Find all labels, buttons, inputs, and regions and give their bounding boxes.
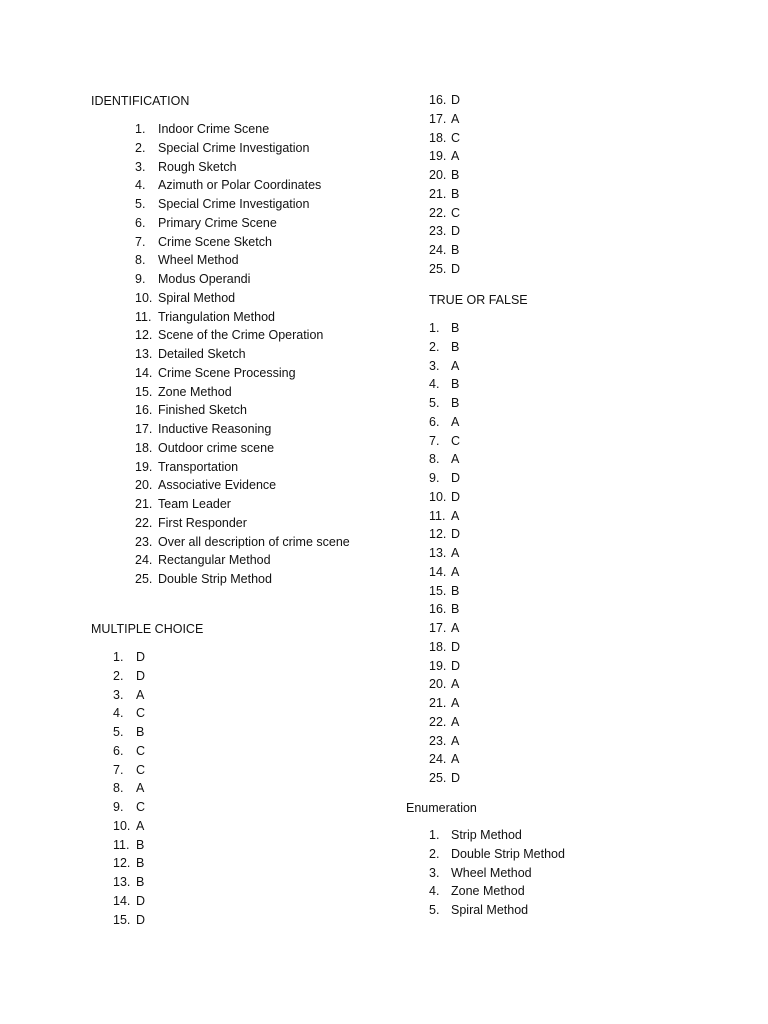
identification-item [135, 476, 375, 495]
item-answer: Double Strip Method [451, 846, 565, 861]
item-number: 15. [135, 384, 153, 399]
identification-item [135, 158, 375, 177]
true-or-false-item [429, 600, 489, 619]
item-answer: D [451, 527, 461, 542]
item-number: 9. [113, 800, 124, 814]
item-answer: D [136, 912, 146, 927]
item-answer: Inductive Reasoning [158, 422, 272, 436]
item-number: 21. [429, 186, 447, 201]
item-answer: A [451, 752, 460, 767]
identification-list [135, 120, 375, 589]
true-or-false-item [429, 675, 489, 694]
item-number: 5. [135, 197, 146, 211]
item-number: 2. [113, 668, 124, 683]
item-number: 7. [113, 762, 124, 777]
item-number: 24. [135, 553, 153, 568]
item-answer: C [136, 762, 146, 777]
multiple-choice-item [429, 260, 489, 279]
enumeration-item [429, 826, 629, 845]
item-number: 7. [429, 433, 440, 448]
true-or-false-item [429, 469, 489, 488]
identification-item [135, 570, 375, 589]
item-answer: Team Leader [158, 497, 231, 511]
item-answer: Rough Sketch [158, 159, 237, 174]
item-number: 3. [429, 358, 440, 373]
item-answer: B [136, 725, 145, 739]
item-number: 1. [113, 650, 124, 664]
item-number: 17. [135, 422, 153, 436]
item-answer: B [451, 186, 460, 201]
item-number: 5. [113, 725, 124, 739]
item-answer: Outdoor crime scene [158, 440, 275, 455]
multiple-choice-item [429, 91, 489, 110]
item-number: 19. [429, 149, 447, 164]
true-or-false-item [429, 657, 489, 676]
item-answer: D [136, 650, 146, 664]
item-number: 18. [429, 639, 447, 654]
true-or-false-item [429, 732, 489, 751]
multiple-choice-item [113, 667, 173, 686]
true-or-false-heading: TRUE OR FALSE [429, 293, 528, 307]
item-answer: D [451, 771, 461, 785]
true-or-false-item [429, 713, 489, 732]
identification-item [135, 364, 375, 383]
item-number: 12. [113, 856, 131, 871]
item-answer: Strip Method [451, 828, 522, 842]
item-number: 21. [429, 696, 447, 710]
multiple-choice-item [429, 110, 489, 129]
multiple-choice-item [113, 704, 173, 723]
item-number: 1. [429, 828, 440, 842]
item-number: 17. [429, 621, 447, 635]
item-answer: B [451, 583, 460, 598]
item-number: 24. [429, 752, 447, 767]
multiple-choice-item [113, 779, 173, 798]
item-answer: C [136, 743, 146, 758]
identification-item [135, 120, 375, 139]
item-answer: D [136, 668, 146, 683]
item-answer: Over all description of crime scene [158, 534, 350, 549]
item-number: 22. [429, 205, 447, 220]
item-number: 22. [135, 515, 153, 530]
item-number: 1. [429, 321, 440, 335]
multiple-choice-item [429, 185, 489, 204]
item-number: 4. [429, 377, 440, 392]
multiple-choice-item [113, 873, 173, 892]
multiple-choice-item [429, 129, 489, 148]
item-answer: A [451, 414, 460, 429]
item-answer: D [451, 93, 461, 107]
item-answer: A [136, 781, 145, 796]
item-number: 15. [429, 583, 447, 598]
item-number: 19. [429, 658, 447, 673]
item-number: 21. [135, 497, 153, 511]
identification-item [135, 420, 375, 439]
item-answer: Detailed Sketch [158, 347, 246, 361]
item-answer: D [451, 224, 461, 239]
identification-item [135, 251, 375, 270]
identification-item [135, 195, 375, 214]
multiple-choice-item [113, 836, 173, 855]
item-answer: A [136, 687, 145, 702]
item-number: 25. [135, 572, 153, 586]
item-answer: A [451, 677, 460, 692]
identification-item [135, 383, 375, 402]
item-answer: B [451, 602, 460, 617]
item-answer: B [136, 875, 145, 889]
item-answer: A [451, 358, 460, 373]
item-number: 2. [429, 846, 440, 861]
identification-item [135, 214, 375, 233]
multiple-choice-item [113, 648, 173, 667]
item-answer: A [451, 508, 460, 523]
item-number: 6. [429, 414, 440, 429]
item-answer: B [451, 168, 460, 182]
multiple-choice-item [113, 723, 173, 742]
multiple-choice-item [429, 147, 489, 166]
true-or-false-item [429, 432, 489, 451]
item-answer: C [136, 706, 146, 721]
item-answer: D [136, 893, 146, 908]
item-answer: D [451, 471, 461, 485]
true-or-false-item [429, 750, 489, 769]
item-answer: D [451, 639, 461, 654]
item-number: 9. [429, 471, 440, 485]
item-answer: Transportation [158, 459, 239, 474]
item-answer: D [451, 489, 461, 504]
item-answer: D [451, 658, 461, 673]
item-number: 4. [429, 884, 440, 899]
item-number: 4. [135, 178, 146, 193]
identification-item [135, 308, 375, 327]
item-number: 4. [113, 706, 124, 721]
item-number: 24. [429, 243, 447, 257]
item-number: 1. [135, 122, 146, 136]
item-number: 10. [429, 489, 447, 504]
multiple-choice-item [113, 817, 173, 836]
item-answer: Azimuth or Polar Coordinates [158, 178, 322, 193]
item-answer: Zone Method [451, 884, 525, 899]
multiple-choice-item [429, 166, 489, 185]
item-number: 19. [135, 459, 153, 474]
multiple-choice-item [113, 686, 173, 705]
item-number: 3. [135, 159, 146, 174]
item-answer: A [451, 733, 460, 748]
item-answer: A [451, 452, 460, 467]
item-answer: Spiral Method [451, 903, 529, 917]
true-or-false-item [429, 394, 489, 413]
identification-item [135, 270, 375, 289]
item-number: 22. [429, 714, 447, 729]
item-number: 23. [135, 534, 153, 549]
item-answer: B [451, 377, 460, 392]
item-number: 8. [135, 253, 146, 268]
item-answer: A [451, 621, 460, 635]
item-number: 8. [429, 452, 440, 467]
item-number: 14. [135, 365, 153, 380]
enumeration-item [429, 864, 629, 883]
item-number: 11. [113, 837, 130, 852]
item-answer: Crime Scene Sketch [158, 234, 272, 249]
item-number: 10. [135, 290, 153, 305]
item-answer: Indoor Crime Scene [158, 122, 270, 136]
identification-item [135, 176, 375, 195]
item-number: 2. [429, 339, 440, 354]
true-or-false-item [429, 338, 489, 357]
item-number: 12. [135, 328, 153, 343]
true-or-false-item [429, 769, 489, 788]
item-answer: A [136, 818, 145, 833]
item-answer: Zone Method [158, 384, 232, 399]
item-number: 23. [429, 733, 447, 748]
multiple-choice-item [113, 854, 173, 873]
item-number: 10. [113, 818, 131, 833]
identification-item [135, 345, 375, 364]
item-answer: B [451, 321, 460, 335]
item-number: 20. [429, 168, 447, 182]
item-number: 6. [113, 743, 124, 758]
true-or-false-item [429, 507, 489, 526]
item-answer: B [451, 339, 460, 354]
item-number: 11. [429, 508, 446, 523]
identification-item [135, 233, 375, 252]
item-number: 25. [429, 771, 447, 785]
item-answer: C [451, 205, 461, 220]
identification-heading: IDENTIFICATION [91, 94, 190, 108]
multiple-choice-item [429, 222, 489, 241]
multiple-choice-item [113, 911, 173, 930]
item-answer: Primary Crime Scene [158, 215, 277, 230]
item-number: 18. [429, 130, 447, 145]
identification-item [135, 439, 375, 458]
item-answer: C [451, 130, 461, 145]
multiple-choice-list [113, 648, 173, 929]
item-number: 16. [429, 602, 447, 617]
enumeration-list [429, 826, 629, 920]
identification-item [135, 514, 375, 533]
item-answer: Special Crime Investigation [158, 197, 310, 211]
item-answer: A [451, 111, 460, 126]
item-answer: Wheel Method [451, 865, 532, 880]
item-number: 12. [429, 527, 447, 542]
item-answer: D [451, 261, 461, 276]
true-or-false-item [429, 357, 489, 376]
item-answer: Double Strip Method [158, 572, 272, 586]
item-answer: A [451, 546, 460, 560]
item-number: 7. [135, 234, 146, 249]
item-number: 23. [429, 224, 447, 239]
identification-item [135, 326, 375, 345]
item-answer: Spiral Method [158, 290, 236, 305]
item-number: 9. [135, 272, 146, 286]
item-number: 20. [135, 478, 153, 493]
item-answer: A [451, 149, 460, 164]
item-answer: Associative Evidence [158, 478, 277, 493]
identification-item [135, 139, 375, 158]
item-answer: A [451, 564, 460, 579]
item-number: 13. [135, 347, 153, 361]
multiple-choice-item [429, 204, 489, 223]
identification-item [135, 289, 375, 308]
multiple-choice-item [113, 761, 173, 780]
true-or-false-item [429, 694, 489, 713]
item-answer: A [451, 696, 460, 710]
item-number: 6. [135, 215, 146, 230]
item-answer: C [451, 433, 461, 448]
identification-item [135, 401, 375, 420]
item-number: 16. [429, 93, 447, 107]
item-answer: B [136, 837, 145, 852]
item-answer: Wheel Method [158, 253, 239, 268]
multiple-choice-continued-list [429, 91, 489, 279]
item-answer: B [451, 396, 460, 410]
identification-item [135, 551, 375, 570]
true-or-false-item [429, 525, 489, 544]
item-number: 3. [113, 687, 124, 702]
enumeration-heading: Enumeration [406, 801, 477, 815]
item-answer: Special Crime Investigation [158, 140, 310, 155]
true-or-false-item [429, 450, 489, 469]
multiple-choice-item [429, 241, 489, 260]
item-number: 13. [113, 875, 131, 889]
item-answer: First Responder [158, 515, 247, 530]
item-number: 5. [429, 903, 440, 917]
true-or-false-item [429, 544, 489, 563]
item-answer: Triangulation Method [158, 309, 275, 324]
true-or-false-item [429, 638, 489, 657]
item-number: 14. [429, 564, 447, 579]
item-answer: C [136, 800, 146, 814]
item-answer: Crime Scene Processing [158, 365, 296, 380]
multiple-choice-item [113, 892, 173, 911]
item-answer: A [451, 714, 460, 729]
true-or-false-item [429, 619, 489, 638]
multiple-choice-heading: MULTIPLE CHOICE [91, 622, 204, 636]
item-number: 20. [429, 677, 447, 692]
identification-item [135, 495, 375, 514]
item-number: 25. [429, 261, 447, 276]
multiple-choice-item [113, 742, 173, 761]
item-number: 13. [429, 546, 447, 560]
identification-item [135, 533, 375, 552]
item-answer: B [451, 243, 460, 257]
item-number: 8. [113, 781, 124, 796]
item-number: 11. [135, 309, 152, 324]
item-answer: Scene of the Crime Operation [158, 328, 324, 343]
item-number: 16. [135, 403, 153, 418]
true-or-false-item [429, 413, 489, 432]
enumeration-item [429, 901, 629, 920]
true-or-false-item [429, 563, 489, 582]
item-answer: Modus Operandi [158, 272, 251, 286]
item-number: 14. [113, 893, 131, 908]
item-answer: B [136, 856, 145, 871]
enumeration-item [429, 845, 629, 864]
item-answer: Finished Sketch [158, 403, 247, 418]
true-or-false-item [429, 319, 489, 338]
identification-item [135, 458, 375, 477]
true-or-false-item [429, 488, 489, 507]
item-number: 17. [429, 111, 447, 126]
true-or-false-item [429, 375, 489, 394]
true-or-false-item [429, 582, 489, 601]
item-number: 15. [113, 912, 131, 927]
multiple-choice-item [113, 798, 173, 817]
item-number: 3. [429, 865, 440, 880]
item-answer: Rectangular Method [158, 553, 271, 568]
item-number: 5. [429, 396, 440, 410]
true-or-false-list [429, 319, 489, 788]
item-number: 18. [135, 440, 153, 455]
item-number: 2. [135, 140, 146, 155]
enumeration-item [429, 882, 629, 901]
